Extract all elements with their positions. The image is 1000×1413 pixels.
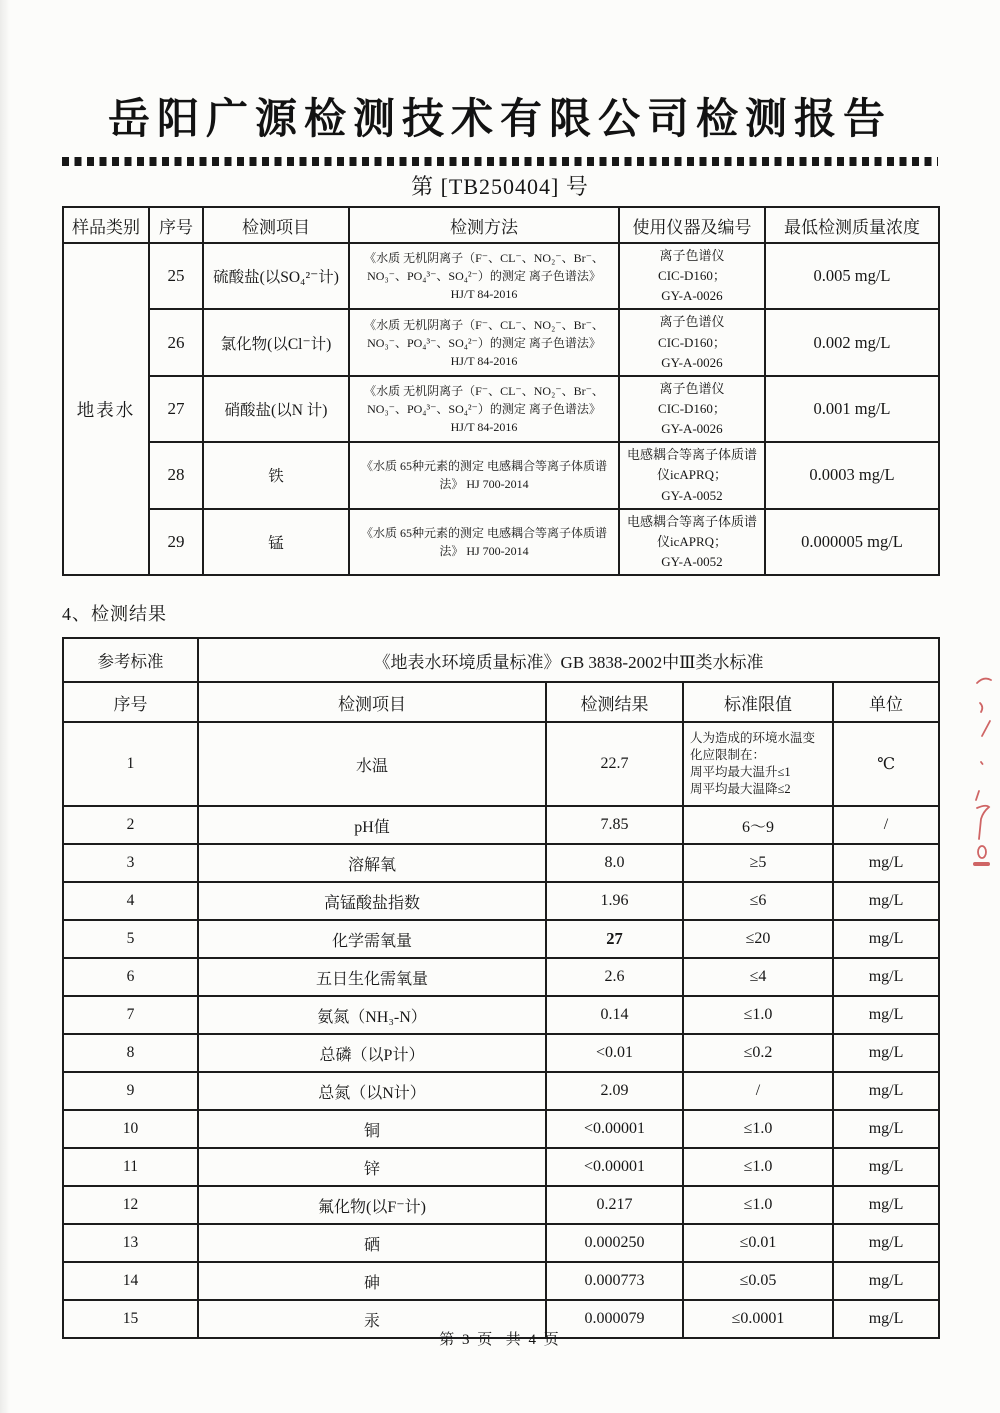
page-footer: 第 3 页 共 4 页 <box>439 1332 561 1348</box>
t1-row-25-item: 硫酸盐(以SO₄²⁻计) <box>203 243 349 309</box>
t2-row-11-unit: mg/L <box>833 1148 939 1186</box>
result-row-2 <box>63 806 939 844</box>
t1-row-28-instrument <box>619 442 765 508</box>
t2-row-5-no: 5 <box>63 920 198 958</box>
t2-row-6-limit: ≤4 <box>683 958 833 996</box>
t2-row-1-limit-text-line-2: 周平均最大温降≤2 <box>690 782 791 797</box>
t1-row-26-instrument-line-1: CIC-D160； <box>658 334 726 350</box>
result-row-10 <box>63 1110 939 1148</box>
method-row-25 <box>63 243 939 309</box>
t2-row-11-result: <0.00001 <box>546 1148 683 1186</box>
t1-header-3: 检测方法 <box>349 207 619 243</box>
method-row-27 <box>63 376 939 442</box>
t2-row-8-limit: ≤0.2 <box>683 1034 833 1072</box>
method-row-29 <box>63 509 939 575</box>
t1-row-29-method-line-0: 《水质 65种元素的测定 电感耦合等离子体质谱法》 HJ 700-2014 <box>360 525 607 558</box>
t2-row-7-limit: ≤1.0 <box>683 996 833 1034</box>
t1-row-28-method <box>349 442 619 508</box>
t2-row-12-result: 0.217 <box>546 1186 683 1224</box>
t2-row-13-item: 硒 <box>198 1224 546 1262</box>
t1-row-29-instrument <box>619 509 765 575</box>
t2-row-2-result: 7.85 <box>546 806 683 844</box>
result-row-5 <box>63 920 939 958</box>
t1-row-28-min-conc: 0.0003 mg/L <box>765 442 939 508</box>
result-row-12 <box>63 1186 939 1224</box>
t2-row-11-limit: ≤1.0 <box>683 1148 833 1186</box>
t1-header-5: 最低检测质量浓度 <box>765 207 939 243</box>
t2-row-13-unit: mg/L <box>833 1224 939 1262</box>
dotted-divider <box>62 157 938 166</box>
t1-row-28-item: 铁 <box>203 442 349 508</box>
t1-row-26-method-line-0: 《水质 无机阴离子（F⁻、CL⁻、NO₂⁻、Br⁻、NO₃⁻、PO₄³⁻、SO₄²⁻）的测定 离子色谱法》 <box>364 317 604 350</box>
t2-row-2-limit: 6～9 <box>683 806 833 844</box>
results-table <box>62 637 940 1339</box>
red-pen-marks <box>950 645 1000 885</box>
t2-row-15-no: 15 <box>63 1300 198 1338</box>
t1-row-28-instrument-line-0: 电感耦合等离子体质谱仪icAPRQ； <box>626 447 757 483</box>
t1-row-27-instrument-line-0: 离子色谱仪 <box>659 380 725 396</box>
t2-row-8-result: <0.01 <box>546 1034 683 1072</box>
t1-row-27-instrument-line-2: GY-A-0026 <box>661 421 723 437</box>
t1-row-27-item: 硝酸盐(以N 计) <box>203 376 349 442</box>
t2-header-3: 标准限值 <box>683 682 833 722</box>
t2-row-15-limit: ≤0.0001 <box>683 1300 833 1338</box>
t1-row-27-instrument-line-1: CIC-D160； <box>658 400 726 416</box>
reference-standard-value: 《地表水环境质量标准》GB 3838-2002中Ⅲ类水标准 <box>198 638 939 682</box>
t1-row-27-no: 27 <box>149 376 203 442</box>
t2-row-1-limit <box>683 722 833 806</box>
result-row-13 <box>63 1224 939 1262</box>
t2-row-8-unit: mg/L <box>833 1034 939 1072</box>
t1-row-28-instrument-line-1: GY-A-0052 <box>661 487 723 503</box>
t2-row-1-unit: ℃ <box>833 722 939 806</box>
method-row-26 <box>63 309 939 375</box>
sample-category-cell: 地表水 <box>63 243 149 575</box>
t2-row-3-item: 溶解氧 <box>198 844 546 882</box>
t2-row-14-unit: mg/L <box>833 1262 939 1300</box>
t2-row-2-unit: / <box>833 806 939 844</box>
t2-row-8-item: 总磷（以P计） <box>198 1034 546 1072</box>
method-table-header-row <box>63 207 939 243</box>
t1-row-27-method-line-0: 《水质 无机阴离子（F⁻、CL⁻、NO₂⁻、Br⁻、NO₃⁻、PO₄³⁻、SO₄²⁻）的测定 离子色谱法》 <box>364 384 604 417</box>
t2-row-14-limit: ≤0.05 <box>683 1262 833 1300</box>
reference-standard-row <box>63 638 939 682</box>
result-row-7 <box>63 996 939 1034</box>
result-row-1 <box>63 722 939 806</box>
t2-row-10-unit: mg/L <box>833 1110 939 1148</box>
t1-row-25-method <box>349 243 619 309</box>
t2-row-13-limit: ≤0.01 <box>683 1224 833 1262</box>
t2-row-8-no: 8 <box>63 1034 198 1072</box>
reference-standard-label: 参考标准 <box>63 638 198 682</box>
t1-row-27-instrument <box>619 376 765 442</box>
t2-row-5-unit: mg/L <box>833 920 939 958</box>
t2-row-9-result: 2.09 <box>546 1072 683 1110</box>
t1-row-25-instrument <box>619 243 765 309</box>
t2-row-13-result: 0.000250 <box>546 1224 683 1262</box>
result-row-9 <box>63 1072 939 1110</box>
result-row-3 <box>63 844 939 882</box>
result-row-8 <box>63 1034 939 1072</box>
t2-row-6-result: 2.6 <box>546 958 683 996</box>
t1-row-26-method-line-1: HJ/T 84-2016 <box>450 353 518 368</box>
t2-row-3-result: 8.0 <box>546 844 683 882</box>
t1-row-26-instrument-line-2: GY-A-0026 <box>661 354 723 370</box>
t2-header-4: 单位 <box>833 682 939 722</box>
t2-row-15-item: 汞 <box>198 1300 546 1338</box>
t2-row-12-item: 氟化物(以F⁻计) <box>198 1186 546 1224</box>
t2-row-11-item: 锌 <box>198 1148 546 1186</box>
t2-row-10-no: 10 <box>63 1110 198 1148</box>
t2-header-1: 检测项目 <box>198 682 546 722</box>
t2-row-1-limit-text-line-0: 人为造成的环境水温变化应限制在： <box>690 730 816 762</box>
result-row-6 <box>63 958 939 996</box>
t1-row-29-min-conc: 0.000005 mg/L <box>765 509 939 575</box>
t2-row-15-result: 0.000079 <box>546 1300 683 1338</box>
result-row-14 <box>63 1262 939 1300</box>
result-row-4 <box>63 882 939 920</box>
report-title: 岳阳广源检测技术有限公司检测报告 <box>107 95 892 142</box>
t2-row-10-limit: ≤1.0 <box>683 1110 833 1148</box>
t1-row-25-method-line-1: HJ/T 84-2016 <box>450 287 518 302</box>
t2-row-15-unit: mg/L <box>833 1300 939 1338</box>
t2-row-12-limit: ≤1.0 <box>683 1186 833 1224</box>
t1-row-25-no: 25 <box>149 243 203 309</box>
page-content <box>62 0 938 1339</box>
t2-row-1-result: 22.7 <box>546 722 683 806</box>
t2-row-10-item: 铜 <box>198 1110 546 1148</box>
t2-row-1-limit-text-line-1: 周平均最大温升≤1 <box>690 765 791 780</box>
t1-row-25-instrument-line-2: GY-A-0026 <box>661 288 723 304</box>
results-table-header-row <box>63 682 939 722</box>
t1-row-26-no: 26 <box>149 309 203 375</box>
t1-row-26-method <box>349 309 619 375</box>
t1-row-29-method <box>349 509 619 575</box>
t1-row-25-instrument-line-1: CIC-D160； <box>658 268 726 284</box>
t2-row-3-limit: ≥5 <box>683 844 833 882</box>
t1-row-27-method-line-1: HJ/T 84-2016 <box>450 420 518 435</box>
t1-row-26-min-conc: 0.002 mg/L <box>765 309 939 375</box>
t1-row-25-min-conc: 0.005 mg/L <box>765 243 939 309</box>
t2-row-3-unit: mg/L <box>833 844 939 882</box>
t2-row-7-item: 氨氮（NH₃-N） <box>198 996 546 1034</box>
t2-row-6-unit: mg/L <box>833 958 939 996</box>
t2-row-4-no: 4 <box>63 882 198 920</box>
method-row-28 <box>63 442 939 508</box>
t2-row-7-no: 7 <box>63 996 198 1034</box>
t2-row-9-limit: / <box>683 1072 833 1110</box>
t2-row-4-item: 高锰酸盐指数 <box>198 882 546 920</box>
t2-row-14-no: 14 <box>63 1262 198 1300</box>
t1-header-1: 序号 <box>149 207 203 243</box>
t2-row-7-result: 0.14 <box>546 996 683 1034</box>
t2-row-6-no: 6 <box>63 958 198 996</box>
result-row-11 <box>63 1148 939 1186</box>
t2-header-0: 序号 <box>63 682 198 722</box>
t1-row-27-min-conc: 0.001 mg/L <box>765 376 939 442</box>
t2-row-9-no: 9 <box>63 1072 198 1110</box>
t2-row-2-no: 2 <box>63 806 198 844</box>
t2-row-3-no: 3 <box>63 844 198 882</box>
t1-row-29-item: 锰 <box>203 509 349 575</box>
t2-row-11-no: 11 <box>63 1148 198 1186</box>
t2-row-4-result: 1.96 <box>546 882 683 920</box>
t2-row-13-no: 13 <box>63 1224 198 1262</box>
t2-row-9-unit: mg/L <box>833 1072 939 1110</box>
t1-row-25-method-line-0: 《水质 无机阴离子（F⁻、CL⁻、NO₂⁻、Br⁻、NO₃⁻、PO₄³⁻、SO₄²⁻）的测定 离子色谱法》 <box>364 251 604 284</box>
t2-row-6-item: 五日生化需氧量 <box>198 958 546 996</box>
t1-row-29-instrument-line-1: GY-A-0052 <box>661 553 723 569</box>
t1-row-29-instrument-line-0: 电感耦合等离子体质谱仪icAPRQ； <box>626 513 757 549</box>
t2-row-9-item: 总氮（以N计） <box>198 1072 546 1110</box>
t2-header-2: 检测结果 <box>546 682 683 722</box>
t1-row-26-item: 氯化物(以Cl⁻计) <box>203 309 349 375</box>
t1-header-2: 检测项目 <box>203 207 349 243</box>
t2-row-1-no: 1 <box>63 722 198 806</box>
t2-row-5-limit: ≤20 <box>683 920 833 958</box>
t1-row-25-instrument-line-0: 离子色谱仪 <box>659 248 725 263</box>
t1-row-28-no: 28 <box>149 442 203 508</box>
report-number: 第 [TB250404] 号 <box>411 174 589 199</box>
t2-row-1-item: 水温 <box>198 722 546 806</box>
t1-header-4: 使用仪器及编号 <box>619 207 765 243</box>
t1-row-26-instrument-line-0: 离子色谱仪 <box>659 314 725 330</box>
t2-row-5-item: 化学需氧量 <box>198 920 546 958</box>
t2-row-4-limit: ≤6 <box>683 882 833 920</box>
t2-row-5-result: 27 <box>546 920 683 958</box>
t2-row-1-limit-text <box>688 730 828 799</box>
t2-row-4-unit: mg/L <box>833 882 939 920</box>
t2-row-12-unit: mg/L <box>833 1186 939 1224</box>
t2-row-12-no: 12 <box>63 1186 198 1224</box>
t2-row-14-item: 砷 <box>198 1262 546 1300</box>
t2-row-10-result: <0.00001 <box>546 1110 683 1148</box>
t1-row-29-no: 29 <box>149 509 203 575</box>
t1-row-27-method <box>349 376 619 442</box>
t1-header-0: 样品类别 <box>63 207 149 243</box>
method-table <box>62 206 940 576</box>
t1-row-28-method-line-0: 《水质 65种元素的测定 电感耦合等离子体质谱法》 HJ 700-2014 <box>360 459 607 492</box>
t1-row-26-instrument <box>619 309 765 375</box>
t2-row-14-result: 0.000773 <box>546 1262 683 1300</box>
t2-row-2-item: pH值 <box>198 806 546 844</box>
section-title-results: 4、检测结果 <box>62 604 167 625</box>
t2-row-7-unit: mg/L <box>833 996 939 1034</box>
